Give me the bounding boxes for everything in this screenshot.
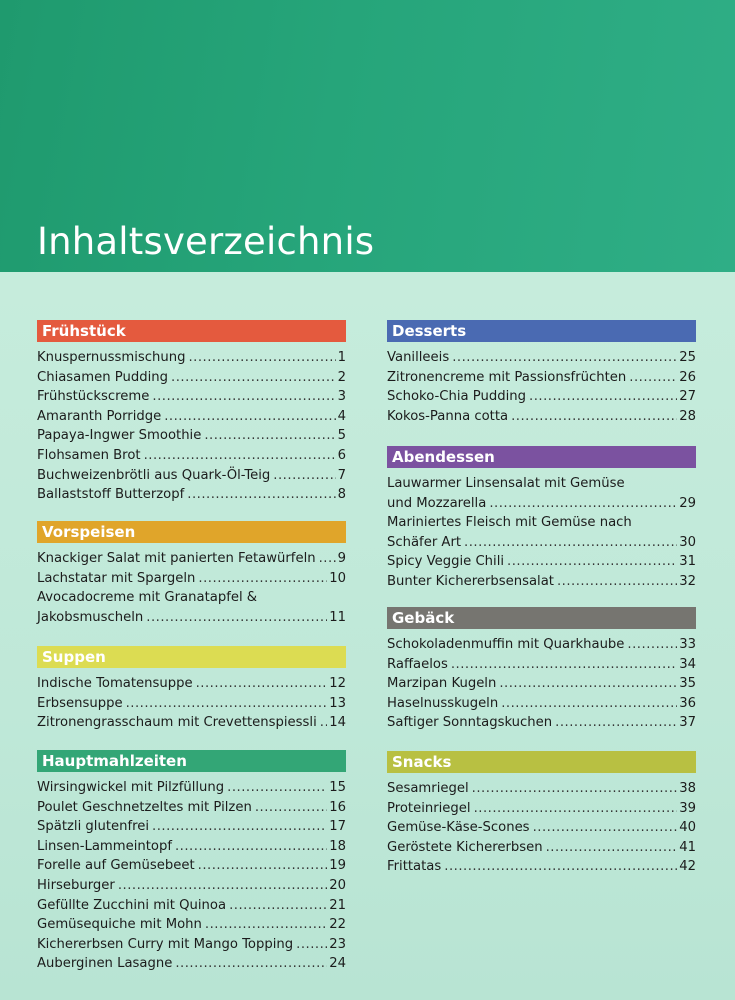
- toc-entry: [37, 876, 346, 896]
- toc-entry: [387, 368, 696, 388]
- entry-title: Papaya-Ingwer Smoothie: [37, 428, 202, 444]
- entry-title: Linsen-Lammeintopf: [37, 838, 172, 854]
- dot-leader: [546, 838, 678, 858]
- toc-entry: [387, 694, 696, 714]
- page-number: 14: [329, 715, 346, 731]
- page-number: 40: [679, 820, 696, 836]
- entry-title: Auberginen Lasagne: [37, 956, 173, 972]
- toc-entry: [37, 915, 346, 935]
- toc-entry: [37, 446, 346, 466]
- section-suppen: [37, 646, 346, 733]
- dot-leader: [557, 572, 677, 592]
- section-hauptmahlzeiten: [37, 750, 346, 974]
- dot-leader: [164, 407, 335, 427]
- entry-title: Saftiger Sonntagskuchen: [387, 715, 553, 731]
- page-number: 31: [679, 554, 696, 570]
- dot-leader: [152, 817, 327, 837]
- entry-title: Haselnusskugeln: [387, 695, 499, 711]
- dot-leader: [229, 896, 327, 916]
- section-fruehstueck: [37, 320, 346, 505]
- toc-entry: [37, 608, 346, 628]
- entry-title: Spicy Veggie Chili: [387, 554, 505, 570]
- section-gebaeck: [387, 607, 696, 733]
- toc-entry: [387, 474, 696, 494]
- dot-leader: [296, 935, 327, 955]
- page-number: 22: [329, 917, 346, 933]
- entry-title: Forelle auf Gemüsebeet: [37, 858, 195, 874]
- entry-title: Hirseburger: [37, 877, 115, 893]
- toc-entry: [387, 533, 696, 553]
- section-vorspeisen: [37, 521, 346, 627]
- dot-leader: [452, 348, 677, 368]
- toc-entry: [37, 549, 346, 569]
- dot-leader: [555, 713, 677, 733]
- section-header: Vorspeisen: [37, 521, 346, 543]
- entry-title: Schäfer Art: [387, 534, 462, 550]
- page-number: 34: [679, 656, 696, 672]
- dot-leader: [501, 694, 677, 714]
- toc-entry: [37, 694, 346, 714]
- section-header: Gebäck: [387, 607, 696, 629]
- toc-entry: [37, 368, 346, 388]
- entry-title: Flohsamen Brot: [37, 447, 141, 463]
- page-number: 19: [329, 858, 346, 874]
- entry-title: Zitronencreme mit Passionsfrüchten: [387, 369, 627, 385]
- page-number: 29: [679, 495, 696, 511]
- page-number: 10: [329, 570, 346, 586]
- toc-entry: [37, 387, 346, 407]
- page-number: 7: [337, 467, 346, 483]
- dot-leader: [464, 533, 677, 553]
- toc-entry: [37, 798, 346, 818]
- dot-leader: [627, 635, 677, 655]
- toc-entry: [387, 818, 696, 838]
- entry-title: Mariniertes Fleisch mit Gemüse nach: [387, 515, 632, 531]
- page-number: 32: [679, 573, 696, 589]
- dot-leader: [227, 778, 327, 798]
- header-banner: [0, 0, 735, 272]
- toc-entry: [37, 407, 346, 427]
- dot-leader: [533, 818, 678, 838]
- entry-title: Geröstete Kichererbsen: [387, 839, 543, 855]
- entry-title: Poulet Geschnetzeltes mit Pilzen: [37, 799, 252, 815]
- toc-entry: [37, 778, 346, 798]
- entry-title: Gemüse-Käse-Scones: [387, 820, 530, 836]
- entry-title: Knuspernussmischung: [37, 350, 186, 365]
- page-number: 12: [329, 676, 346, 691]
- toc-entry: [387, 387, 696, 407]
- toc-entry: [37, 856, 346, 876]
- toc-entry: [37, 485, 346, 505]
- page-number: 8: [337, 487, 346, 503]
- toc-entry: [387, 838, 696, 858]
- toc-entry: [37, 426, 346, 446]
- entry-title: Lachstatar mit Spargeln: [37, 570, 196, 586]
- page-number: 18: [329, 838, 346, 854]
- page-number: 28: [679, 408, 696, 424]
- dot-leader: [175, 837, 327, 857]
- entry-title: Gemüsequiche mit Mohn: [37, 917, 202, 933]
- entry-title: Frühstückscreme: [37, 389, 150, 405]
- section-header: Frühstück: [37, 320, 346, 342]
- dot-leader: [474, 799, 678, 819]
- toc-entry: [387, 513, 696, 533]
- dot-leader: [629, 368, 677, 388]
- entry-title: Erbsensuppe: [37, 695, 123, 711]
- page-number: 37: [679, 715, 696, 731]
- page-number: 13: [329, 695, 346, 711]
- page-title: Inhaltsverzeichnis: [37, 220, 375, 263]
- dot-leader: [273, 466, 335, 486]
- entry-title: Gefüllte Zucchini mit Quinoa: [37, 897, 227, 913]
- toc-entry: [37, 837, 346, 857]
- entry-title: Schoko-Chia Pudding: [387, 389, 527, 405]
- entry-title: und Mozzarella: [387, 495, 487, 511]
- dot-leader: [187, 485, 335, 505]
- entry-title: Frittatas: [387, 859, 442, 875]
- toc-entry: [387, 572, 696, 592]
- section-header: Snacks: [387, 751, 696, 773]
- entry-title: Indische Tomatensuppe: [37, 676, 193, 691]
- dot-leader: [198, 856, 328, 876]
- page-number: 33: [679, 637, 696, 652]
- dot-leader: [499, 674, 677, 694]
- page-number: 26: [679, 369, 696, 385]
- toc-entry: [37, 954, 346, 974]
- page-number: 24: [329, 956, 346, 972]
- page-number: 38: [679, 781, 696, 796]
- dot-leader: [188, 348, 335, 368]
- entry-title: Wirsingwickel mit Pilzfüllung: [37, 780, 225, 795]
- toc-entry: [387, 779, 696, 799]
- page-number: 36: [679, 695, 696, 711]
- dot-leader: [507, 552, 677, 572]
- page-number: 15: [329, 780, 346, 795]
- toc-entry: [387, 635, 696, 655]
- entry-title: Knackiger Salat mit panierten Fetawürfeln: [37, 551, 316, 566]
- entry-title: Sesamriegel: [387, 781, 469, 796]
- page-number: 4: [337, 408, 346, 424]
- toc-entry: [387, 552, 696, 572]
- section-abendessen: [387, 446, 696, 592]
- entry-title: Jakobsmuscheln: [37, 609, 144, 625]
- entry-title: Avocadocreme mit Granatapfel &: [37, 590, 258, 606]
- page-number: 30: [679, 534, 696, 550]
- page-number: 41: [679, 839, 696, 855]
- toc-entry: [37, 588, 346, 608]
- page-number: 2: [337, 369, 346, 385]
- page-number: 25: [679, 350, 696, 365]
- page-number: 35: [679, 676, 696, 692]
- entry-title: Schokoladenmuffin mit Quarkhaube: [387, 637, 625, 652]
- dot-leader: [126, 694, 328, 714]
- page-number: 27: [679, 389, 696, 405]
- dot-leader: [511, 407, 677, 427]
- dot-leader: [152, 387, 335, 407]
- toc-entry: [387, 655, 696, 675]
- page-number: 20: [329, 877, 346, 893]
- page-number: 1: [337, 350, 346, 365]
- entry-title: Kichererbsen Curry mit Mango Topping: [37, 936, 294, 952]
- entry-title: Kokos-Panna cotta: [387, 408, 509, 424]
- page-number: 42: [679, 859, 696, 875]
- dot-leader: [529, 387, 677, 407]
- page-number: 23: [329, 936, 346, 952]
- entry-title: Vanilleeis: [387, 350, 450, 365]
- toc-entry: [387, 857, 696, 877]
- entry-title: Raffaelos: [387, 656, 448, 672]
- dot-leader: [204, 426, 335, 446]
- page-number: 9: [337, 551, 346, 566]
- toc-entry: [37, 896, 346, 916]
- toc-entry: [387, 713, 696, 733]
- page-number: 5: [337, 428, 346, 444]
- toc-entry: [37, 466, 346, 486]
- dot-leader: [118, 876, 327, 896]
- toc-entry: [387, 799, 696, 819]
- page-number: 17: [329, 819, 346, 835]
- page-number: 11: [329, 609, 346, 625]
- section-desserts: [387, 320, 696, 426]
- dot-leader: [255, 798, 327, 818]
- page-number: 39: [679, 800, 696, 816]
- page-number: 21: [329, 897, 346, 913]
- entry-title: Marzipan Kugeln: [387, 676, 497, 692]
- entry-title: Zitronengrasschaum mit Crevettenspiessli: [37, 715, 317, 731]
- dot-leader: [451, 655, 677, 675]
- section-header: Desserts: [387, 320, 696, 342]
- section-snacks: [387, 751, 696, 877]
- page-number: 16: [329, 799, 346, 815]
- dot-leader: [319, 549, 336, 569]
- dot-leader: [198, 569, 327, 589]
- dot-leader: [175, 954, 327, 974]
- toc-entry: [37, 674, 346, 694]
- toc-entry: [387, 407, 696, 427]
- entry-title: Chiasamen Pudding: [37, 369, 168, 385]
- dot-leader: [144, 446, 336, 466]
- entry-title: Ballaststoff Butterzopf: [37, 487, 185, 503]
- entry-title: Amaranth Porridge: [37, 408, 162, 424]
- dot-leader: [444, 857, 677, 877]
- toc-entry: [37, 817, 346, 837]
- toc-entry: [37, 935, 346, 955]
- section-header: Abendessen: [387, 446, 696, 468]
- section-header: Hauptmahlzeiten: [37, 750, 346, 772]
- dot-leader: [171, 368, 336, 388]
- toc-entry: [387, 494, 696, 514]
- toc-entry: [387, 674, 696, 694]
- section-header: Suppen: [37, 646, 346, 668]
- dot-leader: [472, 779, 678, 799]
- toc-entry: [37, 348, 346, 368]
- dot-leader: [320, 713, 327, 733]
- page-number: 6: [337, 447, 346, 463]
- entry-title: Spätzli glutenfrei: [37, 819, 150, 835]
- dot-leader: [146, 608, 327, 628]
- entry-title: Buchweizenbrötli aus Quark-Öl-Teig: [37, 467, 271, 483]
- dot-leader: [205, 915, 327, 935]
- dot-leader: [196, 674, 328, 694]
- entry-title: Lauwarmer Linsensalat mit Gemüse: [387, 476, 625, 491]
- entry-title: Proteinriegel: [387, 800, 471, 816]
- toc-entry: [37, 713, 346, 733]
- page-number: 3: [337, 389, 346, 405]
- toc-entry: [387, 348, 696, 368]
- dot-leader: [489, 494, 677, 514]
- entry-title: Bunter Kichererbsensalat: [387, 573, 554, 589]
- toc-entry: [37, 569, 346, 589]
